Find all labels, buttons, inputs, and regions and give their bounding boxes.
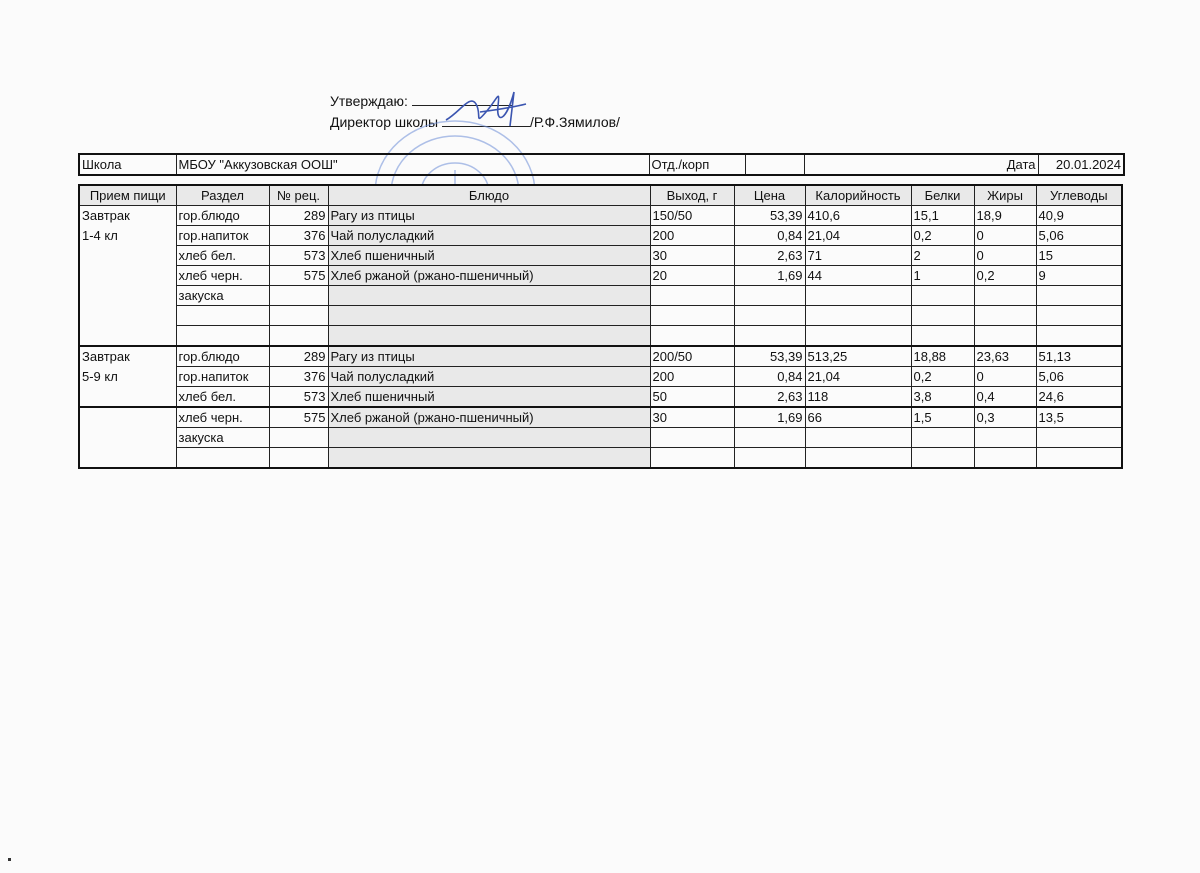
cell-price: 1,69 — [734, 266, 805, 286]
column-header-price: Цена — [734, 185, 805, 206]
cell-recipe — [269, 286, 328, 306]
cell-carbs: 24,6 — [1036, 387, 1122, 408]
cell-dish: Рагу из птицы — [328, 206, 650, 226]
cell-recipe — [269, 326, 328, 347]
cell-price — [734, 286, 805, 306]
table-row — [79, 226, 1122, 246]
cell-carbs: 5,06 — [1036, 367, 1122, 387]
column-header-fat: Жиры — [974, 185, 1036, 206]
director-name: /Р.Ф.Зямилов/ — [530, 114, 620, 130]
cell-section — [176, 306, 269, 326]
cell-protein: 1,5 — [911, 407, 974, 428]
cell-protein: 15,1 — [911, 206, 974, 226]
column-header-meal: Прием пищи — [79, 185, 176, 206]
cell-recipe: 575 — [269, 407, 328, 428]
cell-protein: 0,2 — [911, 367, 974, 387]
cell-protein: 3,8 — [911, 387, 974, 408]
cell-section: закуска — [176, 286, 269, 306]
column-header-carbs: Углеводы — [1036, 185, 1122, 206]
meal-cell — [79, 407, 176, 468]
cell-fat: 0 — [974, 226, 1036, 246]
cell-price: 2,63 — [734, 246, 805, 266]
cell-carbs — [1036, 306, 1122, 326]
cell-dish — [328, 326, 650, 347]
cell-calories: 21,04 — [805, 367, 911, 387]
cell-carbs — [1036, 448, 1122, 469]
cell-fat: 0,3 — [974, 407, 1036, 428]
cell-yield — [650, 326, 734, 347]
cell-fat: 0,4 — [974, 387, 1036, 408]
school-label: Школа — [79, 154, 176, 175]
cell-section: гор.блюдо — [176, 206, 269, 226]
cell-recipe — [269, 428, 328, 448]
cell-section — [176, 326, 269, 347]
cell-protein: 1 — [911, 266, 974, 286]
cell-calories — [805, 286, 911, 306]
table-row — [79, 448, 1122, 469]
cell-yield: 200/50 — [650, 346, 734, 367]
column-header-calories: Калорийность — [805, 185, 911, 206]
cell-fat: 18,9 — [974, 206, 1036, 226]
cell-fat: 0 — [974, 367, 1036, 387]
cell-fat — [974, 428, 1036, 448]
cell-fat — [974, 306, 1036, 326]
table-row — [79, 326, 1122, 347]
cell-price: 53,39 — [734, 206, 805, 226]
cell-dish — [328, 448, 650, 469]
cell-protein: 0,2 — [911, 226, 974, 246]
scan-mark — [8, 858, 11, 861]
school-name: МБОУ "Аккузовская ООШ" — [176, 154, 649, 175]
cell-section: гор.напиток — [176, 226, 269, 246]
cell-section: закуска — [176, 428, 269, 448]
cell-section — [176, 448, 269, 469]
meal-name: Завтрак — [82, 208, 130, 223]
cell-fat — [974, 286, 1036, 306]
column-header-protein: Белки — [911, 185, 974, 206]
cell-recipe: 376 — [269, 367, 328, 387]
cell-recipe: 573 — [269, 246, 328, 266]
cell-dish: Рагу из птицы — [328, 346, 650, 367]
meal-cell — [79, 206, 176, 347]
director-signature — [440, 82, 530, 132]
cell-yield: 200 — [650, 367, 734, 387]
column-header-recipe: № рец. — [269, 185, 328, 206]
cell-section: хлеб бел. — [176, 387, 269, 408]
cell-price: 2,63 — [734, 387, 805, 408]
cell-dish — [328, 286, 650, 306]
table-row — [79, 286, 1122, 306]
cell-price: 53,39 — [734, 346, 805, 367]
cell-dish — [328, 306, 650, 326]
cell-dish: Хлеб пшеничный — [328, 387, 650, 408]
cell-price: 0,84 — [734, 367, 805, 387]
cell-calories: 71 — [805, 246, 911, 266]
cell-calories: 21,04 — [805, 226, 911, 246]
table-row — [79, 246, 1122, 266]
table-row — [79, 206, 1122, 226]
menu-header-row — [79, 185, 1122, 206]
cell-recipe: 575 — [269, 266, 328, 286]
cell-calories — [805, 448, 911, 469]
cell-dish — [328, 428, 650, 448]
meal-grade: 1-4 кл — [82, 228, 118, 243]
cell-dish: Чай полусладкий — [328, 226, 650, 246]
school-header-table — [78, 153, 1125, 176]
cell-calories: 410,6 — [805, 206, 911, 226]
cell-recipe: 289 — [269, 346, 328, 367]
cell-section: хлеб черн. — [176, 266, 269, 286]
cell-fat: 0 — [974, 246, 1036, 266]
cell-fat — [974, 326, 1036, 347]
cell-yield: 30 — [650, 407, 734, 428]
date-value: 20.01.2024 — [1038, 154, 1124, 175]
cell-price — [734, 448, 805, 469]
cell-yield: 150/50 — [650, 206, 734, 226]
cell-recipe: 289 — [269, 206, 328, 226]
cell-yield — [650, 286, 734, 306]
cell-dish: Хлеб ржаной (ржано-пшеничный) — [328, 407, 650, 428]
cell-protein — [911, 306, 974, 326]
cell-calories: 66 — [805, 407, 911, 428]
meal-cell — [79, 346, 176, 407]
cell-yield: 30 — [650, 246, 734, 266]
cell-carbs: 9 — [1036, 266, 1122, 286]
cell-yield — [650, 448, 734, 469]
column-header-yield: Выход, г — [650, 185, 734, 206]
cell-dish: Хлеб пшеничный — [328, 246, 650, 266]
cell-fat — [974, 448, 1036, 469]
table-row — [79, 306, 1122, 326]
cell-price: 1,69 — [734, 407, 805, 428]
cell-carbs — [1036, 286, 1122, 306]
school-header-row — [79, 154, 1124, 175]
table-row — [79, 387, 1122, 408]
cell-recipe — [269, 448, 328, 469]
cell-protein — [911, 448, 974, 469]
cell-recipe: 573 — [269, 387, 328, 408]
cell-protein — [911, 326, 974, 347]
meal-grade: 5-9 кл — [82, 369, 118, 384]
column-header-dish: Блюдо — [328, 185, 650, 206]
cell-protein: 18,88 — [911, 346, 974, 367]
cell-protein — [911, 428, 974, 448]
cell-yield — [650, 306, 734, 326]
cell-price — [734, 306, 805, 326]
cell-price: 0,84 — [734, 226, 805, 246]
cell-section: хлеб бел. — [176, 246, 269, 266]
cell-dish: Чай полусладкий — [328, 367, 650, 387]
menu-body — [79, 206, 1122, 469]
cell-fat: 23,63 — [974, 346, 1036, 367]
date-label: Дата — [804, 154, 1038, 175]
table-row — [79, 428, 1122, 448]
cell-carbs: 51,13 — [1036, 346, 1122, 367]
director-label: Директор школы — [330, 114, 439, 130]
column-header-section: Раздел — [176, 185, 269, 206]
cell-carbs: 15 — [1036, 246, 1122, 266]
meal-name: Завтрак — [82, 349, 130, 364]
cell-carbs: 40,9 — [1036, 206, 1122, 226]
menu-table — [78, 184, 1123, 469]
cell-carbs — [1036, 326, 1122, 347]
cell-recipe — [269, 306, 328, 326]
cell-carbs: 5,06 — [1036, 226, 1122, 246]
cell-price — [734, 428, 805, 448]
cell-yield: 20 — [650, 266, 734, 286]
cell-carbs — [1036, 428, 1122, 448]
cell-section: хлеб черн. — [176, 407, 269, 428]
cell-recipe: 376 — [269, 226, 328, 246]
cell-section: гор.блюдо — [176, 346, 269, 367]
cell-protein — [911, 286, 974, 306]
cell-yield — [650, 428, 734, 448]
dept-label: Отд./корп — [649, 154, 745, 175]
cell-protein: 2 — [911, 246, 974, 266]
cell-calories — [805, 326, 911, 347]
table-row — [79, 346, 1122, 367]
cell-calories — [805, 306, 911, 326]
dept-value — [745, 154, 804, 175]
cell-calories: 118 — [805, 387, 911, 408]
cell-section: гор.напиток — [176, 367, 269, 387]
cell-yield: 200 — [650, 226, 734, 246]
cell-calories — [805, 428, 911, 448]
table-row — [79, 266, 1122, 286]
cell-carbs: 13,5 — [1036, 407, 1122, 428]
cell-calories: 44 — [805, 266, 911, 286]
cell-fat: 0,2 — [974, 266, 1036, 286]
approve-label: Утверждаю: — [330, 93, 408, 109]
table-row — [79, 367, 1122, 387]
cell-dish: Хлеб ржаной (ржано-пшеничный) — [328, 266, 650, 286]
cell-yield: 50 — [650, 387, 734, 408]
cell-calories: 513,25 — [805, 346, 911, 367]
table-row — [79, 407, 1122, 428]
cell-price — [734, 326, 805, 347]
